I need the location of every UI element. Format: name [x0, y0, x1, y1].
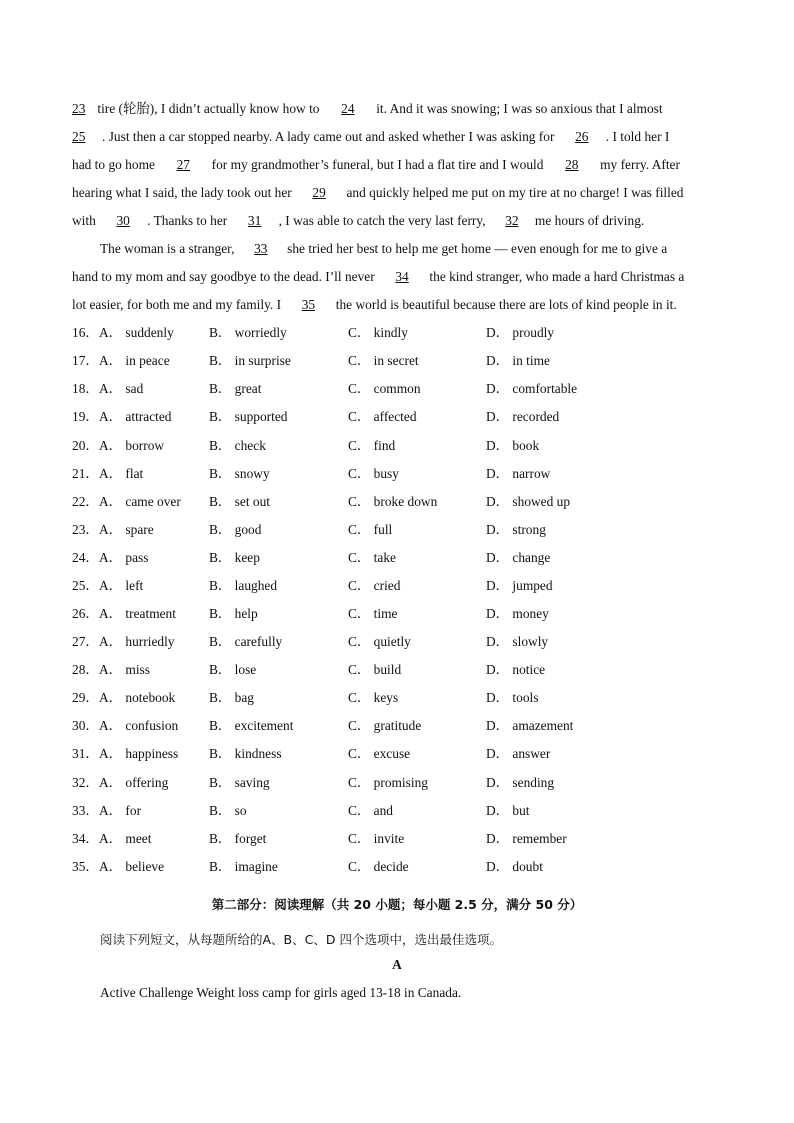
option-b: B． in surprise	[209, 353, 291, 368]
blank-33: 33	[254, 241, 268, 256]
blank-32: 32	[505, 213, 519, 228]
question-row-17	[72, 353, 722, 369]
question-number: 17．	[72, 353, 99, 368]
question-row-35	[72, 859, 722, 875]
option-c: C． decide	[348, 859, 409, 874]
question-row-33	[72, 803, 722, 819]
question-row-21	[72, 466, 722, 482]
question-number: 16．	[72, 325, 99, 340]
question-row-23	[72, 522, 722, 538]
question-number: 26．	[72, 606, 99, 621]
option-a: A． flat	[99, 466, 144, 481]
option-b: B． set out	[209, 494, 271, 509]
passage-line-1	[72, 101, 722, 117]
passage-line-6	[100, 241, 724, 257]
question-number: 29．	[72, 690, 99, 705]
passage-text: and quickly helped me put on my tire at no charge! I was filled	[343, 185, 684, 200]
blank-26: 26	[575, 129, 589, 144]
option-c: C． busy	[348, 466, 399, 481]
passage-intro: Active Challenge Weight loss camp for girls aged 13-18 in Canada.	[100, 985, 462, 1000]
option-a: A． meet	[99, 831, 152, 846]
option-a: A． hurriedly	[99, 634, 175, 649]
option-a: A． sad	[99, 381, 144, 396]
option-b: B． good	[209, 522, 262, 537]
option-c: C． invite	[348, 831, 405, 846]
passage-line-5	[72, 213, 722, 229]
option-d: D． in time	[486, 353, 550, 368]
option-b: B． carefully	[209, 634, 283, 649]
blank-29: 29	[312, 185, 326, 200]
passage-text: lot easier, for both me and my family. I	[72, 297, 285, 312]
passage-text: me hours of driving.	[534, 213, 645, 228]
question-number: 31．	[72, 746, 99, 761]
question-number: 23．	[72, 522, 99, 537]
question-number: 20．	[72, 438, 99, 453]
option-a: A． borrow	[99, 438, 165, 453]
question-row-22	[72, 494, 722, 510]
option-a: A． treatment	[99, 606, 176, 621]
option-c: C． gratitude	[348, 718, 422, 733]
question-number: 19．	[72, 409, 99, 424]
option-a: A． suddenly	[99, 325, 174, 340]
option-d: D． amazement	[486, 718, 574, 733]
option-c: C． and	[348, 803, 394, 818]
question-row-32	[72, 775, 722, 791]
passage-line-7	[72, 269, 722, 285]
option-b: B． snowy	[209, 466, 270, 481]
option-c: C． in secret	[348, 353, 419, 368]
passage-text: had to go home	[72, 157, 159, 172]
option-d: D． comfortable	[486, 381, 578, 396]
option-a: A． confusion	[99, 718, 179, 733]
question-number: 30．	[72, 718, 99, 733]
option-b: B． lose	[209, 662, 257, 677]
option-b: B． great	[209, 381, 262, 396]
section-heading: 第二部分：阅读理解（共 20 小题；每小题 2.5 分，满分 50 分）	[211, 897, 583, 912]
option-a: A． spare	[99, 522, 154, 537]
question-row-19	[72, 409, 722, 425]
blank-34: 34	[395, 269, 409, 284]
question-row-28	[72, 662, 722, 678]
passage-text: . I told her I	[605, 129, 670, 144]
question-number: 28．	[72, 662, 99, 677]
option-d: D． strong	[486, 522, 546, 537]
option-b: B． forget	[209, 831, 267, 846]
option-d: D． recorded	[486, 409, 560, 424]
question-row-27	[72, 634, 722, 650]
option-b: B． imagine	[209, 859, 278, 874]
option-a: A． offering	[99, 775, 169, 790]
option-d: D． doubt	[486, 859, 543, 874]
option-c: C． promising	[348, 775, 428, 790]
blank-23: 23	[72, 101, 86, 116]
option-d: D． money	[486, 606, 549, 621]
option-a: A． notebook	[99, 690, 176, 705]
passage-text: for my grandmother’s funeral, but I had a flat tire and I would	[208, 157, 547, 172]
question-row-18	[72, 381, 722, 397]
option-d: D． notice	[486, 662, 546, 677]
option-a: A． left	[99, 578, 144, 593]
option-a: A． believe	[99, 859, 165, 874]
passage-text: tire (轮胎), I didn’t actually know how to	[94, 101, 323, 116]
option-d: D． change	[486, 550, 551, 565]
question-row-30	[72, 718, 722, 734]
option-b: B． saving	[209, 775, 270, 790]
question-row-24	[72, 550, 722, 566]
option-a: A． attracted	[99, 409, 172, 424]
option-d: D． narrow	[486, 466, 551, 481]
passage-text: hand to my mom and say goodbye to the dead. I’ll never	[72, 269, 379, 284]
option-a: A． miss	[99, 662, 150, 677]
section-instruction: 阅读下列短文，从每题所给的A、B、C、D 四个选项中，选出最佳选项。	[100, 932, 502, 947]
question-number: 18．	[72, 381, 99, 396]
passage-line-2	[72, 129, 722, 145]
option-b: B． kindness	[209, 746, 282, 761]
question-number: 27．	[72, 634, 99, 649]
passage-text: . Just then a car stopped nearby. A lady came out and asked whether I was asking for	[102, 129, 558, 144]
question-number: 33．	[72, 803, 99, 818]
question-row-29	[72, 690, 722, 706]
option-b: B． worriedly	[209, 325, 287, 340]
option-d: D． slowly	[486, 634, 549, 649]
question-number: 21．	[72, 466, 99, 481]
passage-text: she tried her best to help me get home — even enough for me to give a	[283, 241, 668, 256]
passage-text: , I was able to catch the very last ferry,	[278, 213, 489, 228]
question-number: 35．	[72, 859, 99, 874]
question-row-25	[72, 578, 722, 594]
passage-text: it. And it was snowing; I was so anxious that I almost	[372, 101, 663, 116]
option-c: C． kindly	[348, 325, 408, 340]
option-c: C． time	[348, 606, 398, 621]
passage-text: . Thanks to her	[147, 213, 231, 228]
passage-line-4	[72, 185, 722, 201]
option-b: B． supported	[209, 409, 288, 424]
option-b: B． keep	[209, 550, 260, 565]
option-a: A． happiness	[99, 746, 179, 761]
option-b: B． bag	[209, 690, 255, 705]
option-c: C． affected	[348, 409, 417, 424]
option-b: B． help	[209, 606, 258, 621]
blank-27: 27	[176, 157, 190, 172]
option-c: C． build	[348, 662, 402, 677]
passage-line-8	[72, 297, 722, 313]
question-row-16	[72, 325, 722, 341]
option-b: B． excitement	[209, 718, 294, 733]
passage-letter: A	[392, 957, 402, 972]
option-d: D． proudly	[486, 325, 555, 340]
blank-30: 30	[116, 213, 130, 228]
blank-24: 24	[341, 101, 355, 116]
option-c: C． common	[348, 381, 421, 396]
passage-text: The woman is a stranger,	[100, 241, 238, 256]
option-c: C． excuse	[348, 746, 411, 761]
option-b: B． so	[209, 803, 247, 818]
question-number: 22．	[72, 494, 99, 509]
question-number: 34．	[72, 831, 99, 846]
option-d: D． jumped	[486, 578, 553, 593]
option-c: C． cried	[348, 578, 401, 593]
option-c: C． keys	[348, 690, 399, 705]
option-b: B． laughed	[209, 578, 278, 593]
option-a: A． pass	[99, 550, 149, 565]
option-c: C． find	[348, 438, 396, 453]
option-c: C． take	[348, 550, 396, 565]
option-c: C． full	[348, 522, 393, 537]
question-row-26	[72, 606, 722, 622]
question-number: 25．	[72, 578, 99, 593]
passage-text: my ferry. After	[596, 157, 680, 172]
passage-text: the world is beautiful because there are lots of kind people in it.	[332, 297, 677, 312]
option-b: B． check	[209, 438, 266, 453]
option-c: C． broke down	[348, 494, 438, 509]
question-number: 32．	[72, 775, 99, 790]
option-d: D． remember	[486, 831, 567, 846]
option-d: D． showed up	[486, 494, 571, 509]
question-number: 24．	[72, 550, 99, 565]
blank-35: 35	[301, 297, 316, 312]
question-row-34	[72, 831, 722, 847]
question-row-31	[72, 746, 722, 762]
blank-28: 28	[565, 157, 579, 172]
question-row-20	[72, 438, 722, 454]
passage-text: the kind stranger, who made a hard Christmas a	[426, 269, 685, 284]
passage-text: hearing what I said, the lady took out her	[72, 185, 296, 200]
blank-25: 25	[72, 129, 86, 144]
option-a: A． in peace	[99, 353, 170, 368]
option-a: A． for	[99, 803, 142, 818]
option-d: D． sending	[486, 775, 555, 790]
passage-text: with	[72, 213, 100, 228]
passage-line-3	[72, 157, 722, 173]
option-d: D． tools	[486, 690, 539, 705]
option-a: A． came over	[99, 494, 181, 509]
option-d: D． book	[486, 438, 540, 453]
option-d: D． but	[486, 803, 530, 818]
blank-31: 31	[247, 213, 262, 228]
option-c: C． quietly	[348, 634, 411, 649]
option-d: D． answer	[486, 746, 551, 761]
